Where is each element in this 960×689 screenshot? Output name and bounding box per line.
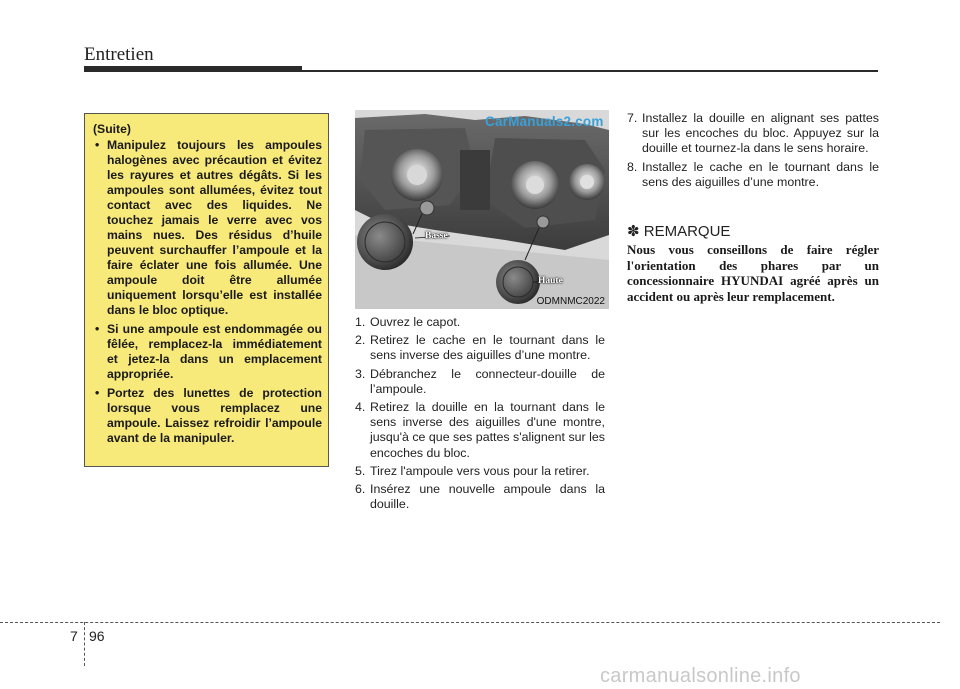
steps-column-1 [355, 315, 605, 515]
headlamp-illustration [355, 110, 609, 309]
step-number: 3. [355, 366, 366, 381]
step-number: 7. [627, 111, 638, 125]
step-item [355, 400, 605, 461]
step-text: Insérez une nouvelle ampoule dans la douille. [370, 482, 605, 512]
watermark-text: CarManuals2.com [485, 114, 604, 129]
step-text: Retirez la douille en la tournant dans le sens inverse des aiguilles d'une montre, jusqu'à ce que ses pattes s'alignent sur les encoches du bloc. [370, 400, 605, 460]
header-rule-thin [302, 70, 878, 72]
warning-box [84, 113, 329, 467]
header-rule-thick [84, 66, 302, 72]
label-haute: Haute [538, 276, 563, 286]
step-item [355, 464, 605, 479]
site-watermark: carmanualsonline.info [600, 665, 801, 687]
remarque-text: Nous vous conseillons de faire régler l'orientation des phares par un concessionnaire HYUNDAI agréé après un accident ou après leur remplacement. [627, 242, 879, 304]
step-number: 6. [355, 482, 366, 497]
step-item [627, 111, 879, 157]
footer-rule [0, 622, 940, 623]
step-item [355, 367, 605, 397]
warning-item: • Manipulez toujours les ampoules halogènes avec précaution et évitez les rayures et autres dégâts. Si les ampoules sont allumées, évitez tout contact avec des liquides. Ne touchez jamais le verre avec vos mains nues. Des résidus d’huile peuvent surchauffer l’ampoule et la faire éclater une fois allumée. Une ampoule doit être allumée uniquement lorsqu’elle est installée dans le bloc optique. [93, 138, 322, 318]
footer-divider [84, 622, 85, 666]
step-text: Ouvrez le capot. [370, 315, 461, 329]
warning-item: • Si une ampoule est endommagée ou fêlée, remplacez-la immédiatement et jetez-la dans un emplacement appropriée. [93, 322, 322, 382]
step-text: Débranchez le connecteur-douille de l’ampoule. [370, 366, 605, 396]
headlamp-figure [355, 110, 609, 309]
step-number: 1. [355, 315, 366, 329]
warning-suite-label: (Suite) [93, 122, 131, 136]
step-number: 8. [627, 159, 638, 174]
step-item [355, 333, 605, 363]
step-text: Tirez l'ampoule vers vous pour la retirer. [370, 463, 590, 478]
chapter-number: 7 [70, 628, 78, 644]
remarque-title: ✽ REMARQUE [627, 223, 731, 240]
warning-list [93, 138, 322, 446]
page-number: 96 [89, 628, 105, 644]
step-number: 4. [355, 400, 366, 415]
label-basse: Basse [425, 231, 448, 241]
step-item [627, 160, 879, 190]
step-item [355, 482, 605, 512]
step-text: Installez le cache en le tournant dans le sens des aiguilles d’une montre. [642, 159, 879, 189]
step-number: 2. [355, 333, 366, 348]
section-title: Entretien [84, 44, 154, 65]
step-number: 5. [355, 463, 366, 478]
step-item [355, 315, 605, 330]
warning-item: • Portez des lunettes de protection lorsque vous remplacez une ampoule. Laissez refroidir l’ampoule avant de la manipuler. [93, 386, 322, 446]
figure-code: ODMNMC2022 [536, 296, 605, 307]
steps-list [355, 315, 605, 512]
steps-column-2 [627, 111, 879, 193]
step-text: Installez la douille en alignant ses pattes sur les encoches du bloc. Appuyez sur la douille et tournez-la dans le sens horaire. [642, 111, 879, 156]
step-text: Retirez le cache en le tournant dans le sens inverse des aiguilles d’une montre. [370, 333, 605, 363]
steps-list-continued [627, 111, 879, 190]
